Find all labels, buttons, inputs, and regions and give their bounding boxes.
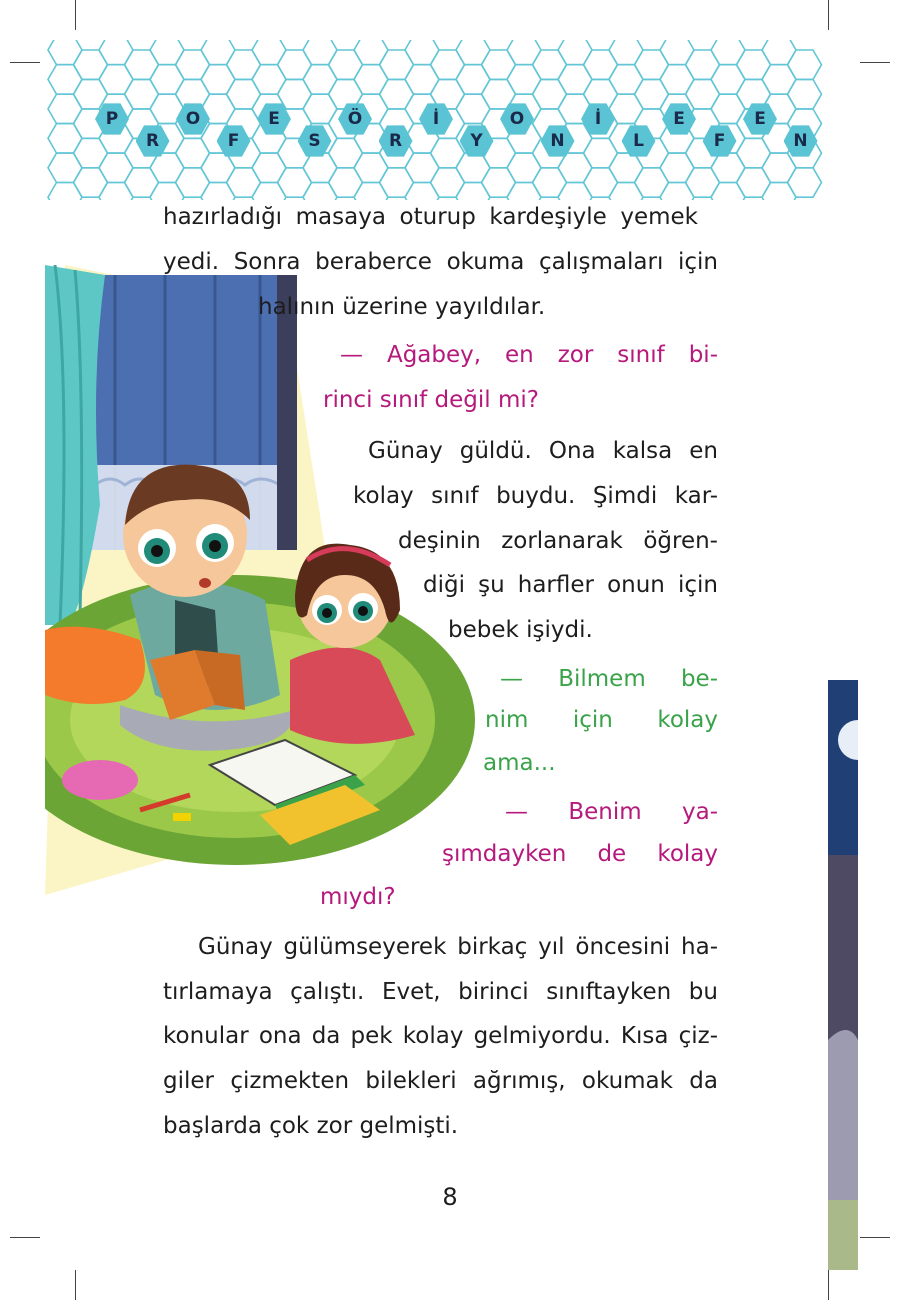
dialogue-line: şımdayken de kolay (442, 841, 718, 867)
header-letter-hexagon: E (662, 102, 696, 136)
header-letter-hexagon: R (379, 124, 413, 158)
paragraph-line: bebek işiydi. (448, 617, 593, 643)
header-letter-hexagon: Ö (338, 102, 372, 136)
paragraph-line: giler çizmekten bilekleri ağrımış, okumak da (163, 1068, 718, 1094)
header-letter-hexagon: P (95, 102, 129, 136)
crop-mark (75, 1270, 76, 1300)
header-letter-hexagon: N (784, 124, 818, 158)
paragraph-line: Günay gülümseyerek birkaç yıl öncesini ha- (198, 934, 718, 960)
header-letter-hexagon: S (298, 124, 332, 158)
dialogue-line: — Benim ya- (505, 799, 718, 825)
header-letter-hexagon: L (622, 124, 656, 158)
header-letter-hexagon: İ (581, 102, 615, 136)
paragraph-line: hazırladığı masaya oturup kardeşiyle yemek (163, 204, 698, 230)
header-letter-hexagon: O (176, 102, 210, 136)
paragraph-line: konular ona da pek kolay gelmiyordu. Kısa çiz- (163, 1023, 718, 1049)
paragraph-line: yedi. Sonra beraberce okuma çalışmaları için (163, 249, 718, 275)
header-letter-hexagon: F (703, 124, 737, 158)
header-letter-hexagon: E (257, 102, 291, 136)
dialogue-line: — Bilmem be- (500, 666, 718, 692)
paragraph-line: tırlamaya çalıştı. Evet, birinci sınıftayken bu (163, 979, 718, 1005)
dialogue-line: rinci sınıf değil mi? (323, 387, 539, 413)
crop-mark (10, 1237, 40, 1238)
header-letter-hexagon: İ (419, 102, 453, 136)
crop-mark (860, 1237, 890, 1238)
adjacent-page-edge (828, 680, 858, 1270)
paragraph-line: Günay güldü. Ona kalsa en (368, 438, 718, 464)
dialogue-line: mıydı? (320, 884, 396, 910)
dialogue-line: — Ağabey, en zor sınıf bi- (340, 342, 718, 368)
header-letter-hexagon: O (500, 102, 534, 136)
paragraph-line: başlarda çok zor gelmişti. (163, 1113, 459, 1139)
header-letter-hexagon: R (136, 124, 170, 158)
header-letter-hexagon: E (743, 102, 777, 136)
crop-mark (10, 62, 40, 63)
paragraph-line: halının üzerine yayıldılar. (258, 294, 546, 320)
crop-mark (75, 0, 76, 30)
crop-mark (828, 0, 829, 30)
dialogue-line: nim için kolay (485, 707, 718, 733)
header-letter-hexagon: Y (460, 124, 494, 158)
crop-mark (860, 62, 890, 63)
header-letter-hexagon: N (541, 124, 575, 158)
header-letter-hexagon: F (217, 124, 251, 158)
paragraph-line: deşinin zorlanarak öğren- (398, 528, 718, 554)
crop-mark (828, 1270, 829, 1300)
series-header (45, 40, 860, 200)
paragraph-line: kolay sınıf buydu. Şimdi kar- (353, 483, 718, 509)
page-number: 8 (442, 1183, 458, 1211)
paragraph-line: diği şu harfler onun için (423, 572, 718, 598)
dialogue-line: ama... (483, 750, 556, 776)
